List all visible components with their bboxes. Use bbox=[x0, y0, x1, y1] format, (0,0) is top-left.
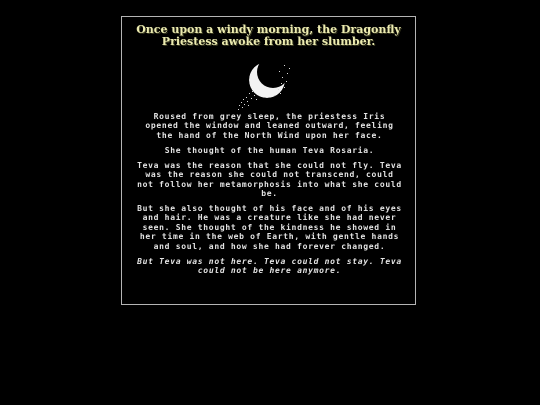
crescent-moon-icon bbox=[234, 53, 296, 117]
title-line-1: Once upon a windy morning, the Dragonfly bbox=[136, 23, 401, 36]
story-title bbox=[122, 24, 415, 47]
story-paragraph-5: But Teva was not here. Teva could not stay. Teva could not be here anymore. bbox=[137, 256, 402, 276]
story-panel bbox=[121, 16, 416, 305]
story-paragraph-2: She thought of the human Teva Rosaria. bbox=[164, 145, 375, 155]
story-paragraph-3: Teva was the reason that she could not fly. Teva was the reason she could not transcend, could not follow her metamorphosis into what she could be. bbox=[137, 160, 402, 199]
title-line-2: Priestess awoke from her slumber. bbox=[161, 34, 376, 48]
story-paragraph-4: But she also thought of his face and of his eyes and hair. He was a creature like she had never seen. She thought of the kindness he showed in her time in the web of Earth, with gentle hands and soul, and how she had forever changed. bbox=[137, 204, 402, 251]
story-text bbox=[136, 112, 403, 281]
story-paragraph-1: Roused from grey sleep, the priestess Iris opened the window and leaned outward, feeling the hand of the North Wind upon her face. bbox=[145, 112, 394, 140]
